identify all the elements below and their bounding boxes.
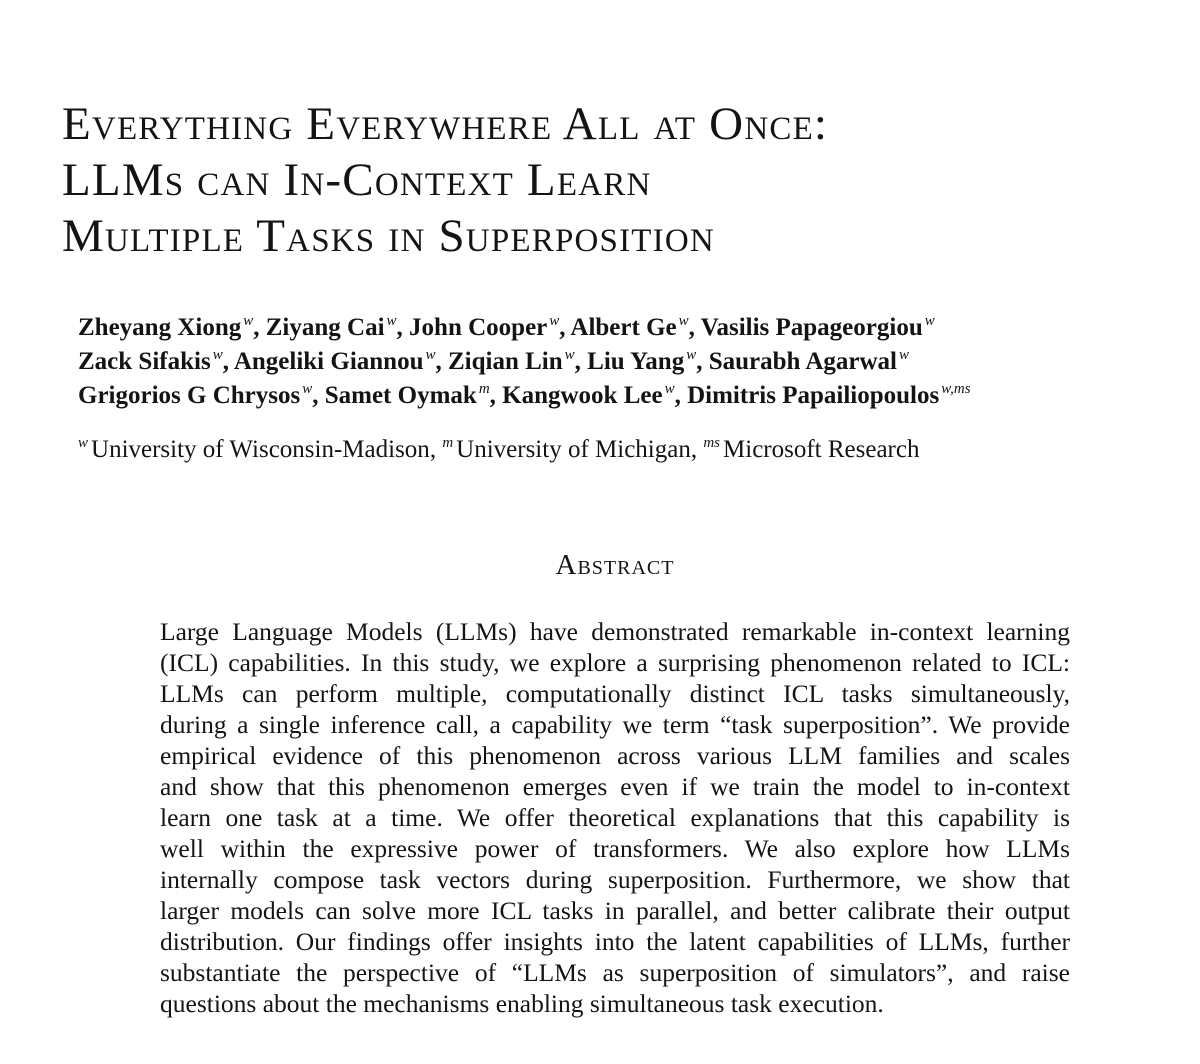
author-name [701,314,935,341]
author-name [709,348,909,375]
author-name [78,348,223,375]
author-affiliation-mark: w [549,313,560,329]
abstract-line: LLMs can perform multiple, computationally distinct ICL tasks simultaneously, [160,679,1070,708]
abstract-line: well within the expressive power of transformers. We also explore how LLMs [160,834,1070,863]
author-affiliation-mark: w [302,381,313,397]
author-separator: , [435,348,448,375]
author-name-text: Ziyang Cai [265,314,385,341]
abstract-line: internally compose task vectors during superposition. Furthermore, we show that [160,865,1070,894]
author-name-text: Ziqian Lin [448,348,563,375]
author-line [78,345,1178,379]
author-name-text: Dimitris Papailiopoulos [687,382,940,409]
author-affiliation-mark: w [425,347,436,363]
abstract-line: Large Language Models (LLMs) have demonstrated remarkable in-context learning [160,617,1070,646]
affiliation [442,436,691,463]
author-name-text: Kangwook Lee [502,382,663,409]
author-affiliation-mark: w [924,313,935,329]
author-name [78,382,312,409]
author-affiliation-mark: w [386,313,397,329]
author-name [78,314,253,341]
author-name-text: Grigorios G Chrysos [78,382,301,409]
affiliation-name: Microsoft Research [723,436,920,463]
author-separator: , [222,348,234,375]
author-separator: , [559,314,571,341]
author-list [78,311,1178,413]
abstract-text [160,616,1070,1019]
author-affiliation-mark: m [478,381,490,397]
author-name-text: Samet Oymak [324,382,477,409]
author-name-text: Liu Yang [587,348,685,375]
abstract-line: learn one task at a time. We offer theoretical explanations that this capability is [160,803,1070,832]
author-separator: , [396,314,410,341]
abstract-line: empirical evidence of this phenomenon across various LLM families and scales [160,741,1070,770]
author-line [78,379,1178,413]
author-name [234,348,436,375]
author-name-text: Saurabh Agarwal [708,348,897,375]
author-separator: , [489,382,503,409]
author-affiliation-mark: w,ms [941,381,971,397]
author-line [78,311,1178,345]
author-name [266,314,397,341]
author-name-text: Zack Sifakis [78,348,211,375]
author-affiliation-mark: w [664,381,675,397]
author-affiliation-mark: w [564,347,575,363]
author-affiliation-mark: w [243,313,254,329]
author-name [409,314,559,341]
author-separator: , [574,348,588,375]
author-name [687,382,970,409]
author-affiliation-mark: w [212,347,223,363]
author-affiliation-mark: w [898,347,909,363]
abstract-line: (ICL) capabilities. In this study, we explore a surprising phenomenon related to ICL: [160,648,1070,677]
abstract-line: during a single inference call, a capability we term “task superposition”. We provide [160,710,1070,739]
author-name-text: Angeliki Giannou [233,348,424,375]
author-name-text: John Cooper [409,314,548,341]
abstract-line: substantiate the perspective of “LLMs as superposition of simulators”, and raise [160,958,1070,987]
title-line: LLMs can In-Context Learn [62,154,652,206]
author-separator: , [674,382,688,409]
abstract-heading: Abstract [555,549,675,581]
affiliation-mark: ms [703,435,721,451]
author-affiliation-mark: w [678,313,689,329]
affiliation [78,436,430,463]
author-name [587,348,696,375]
affiliation-list: $^w$ University of Wisconsin-Madison, $^m$ University of Michigan, $^{ms}$ Microsoft Research [78,435,920,463]
author-name-text: Zheyang Xiong [78,314,242,341]
author-name-text: Albert Ge [570,314,677,341]
author-name-text: Vasilis Papageorgiou [700,314,923,341]
author-separator: , [688,314,701,341]
author-separator: , [312,382,325,409]
author-separator: , [253,314,266,341]
title-line: Everything Everywhere All at Once: [62,98,829,150]
affiliation-mark: m [442,435,454,451]
author-name [502,382,674,409]
abstract-line: questions about the mechanisms enabling simultaneous task execution. [160,989,884,1018]
author-name [448,348,575,375]
title-line: Multiple Tasks in Superposition [62,210,715,262]
author-name [325,382,490,409]
affiliation [703,436,919,463]
abstract-line: distribution. Our findings offer insights into the latent capabilities of LLMs, further [160,927,1070,956]
paper-title [62,96,1162,264]
abstract-line: larger models can solve more ICL tasks in parallel, and better calibrate their output [160,896,1070,925]
affiliation-name: University of Michigan [456,436,691,463]
author-name [570,314,688,341]
abstract-line: and show that this phenomenon emerges even if we train the model to in-context [160,772,1070,801]
author-separator: , [696,348,709,375]
author-affiliation-mark: w [686,347,697,363]
affiliation-mark: w [78,435,89,451]
affiliation-name: University of Wisconsin-Madison [91,436,430,463]
